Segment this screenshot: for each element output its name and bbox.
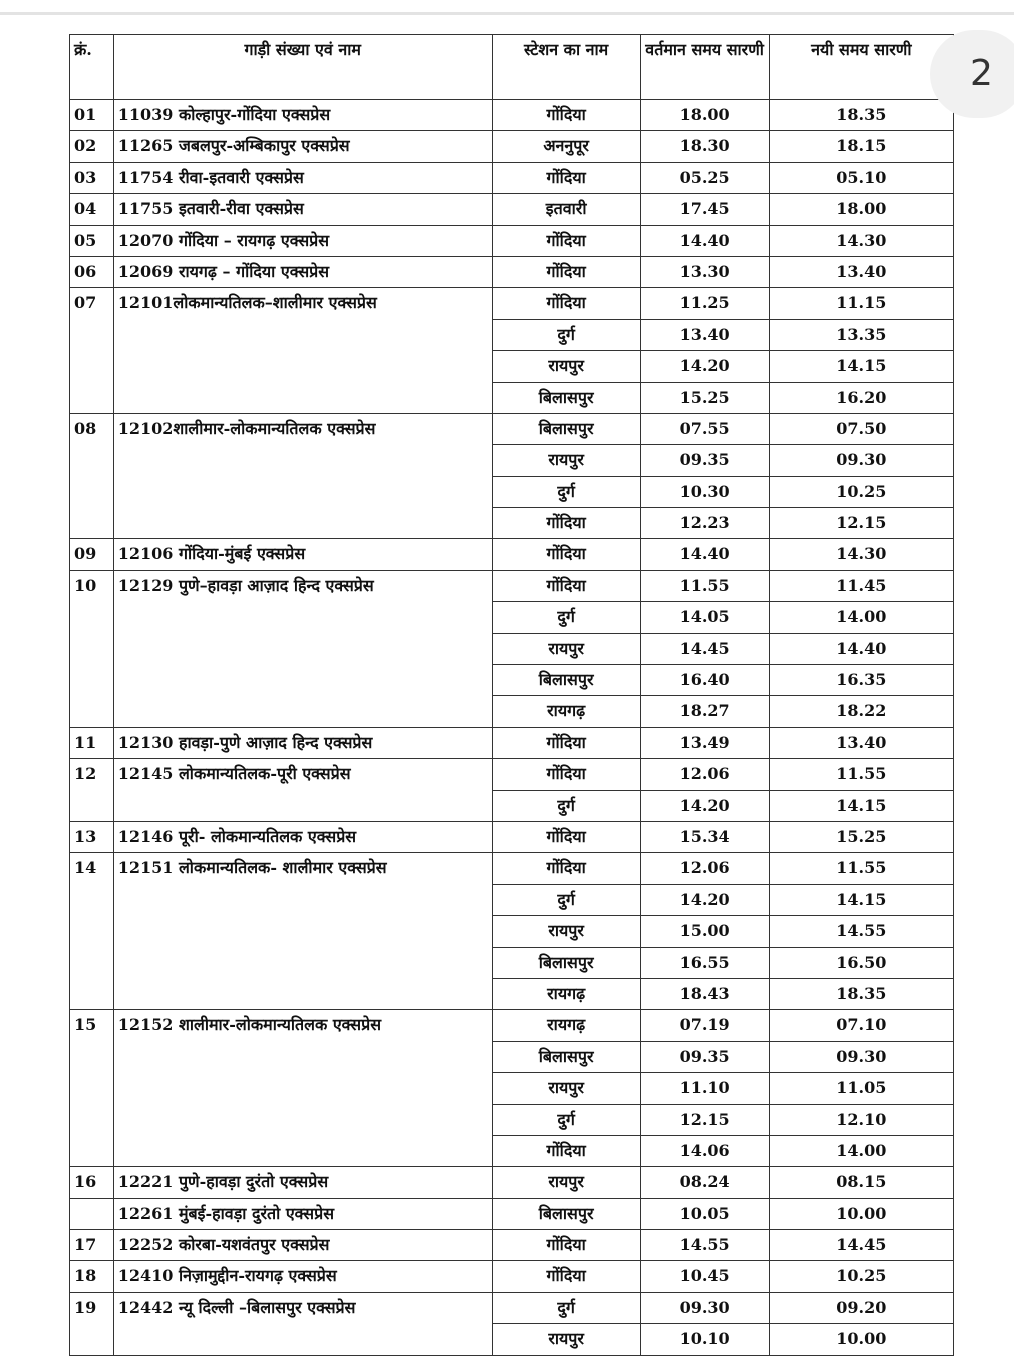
header-current-time: वर्तमान समय सारणी	[640, 35, 769, 100]
current-time: 13.40	[640, 319, 769, 350]
new-time: 11.55	[769, 853, 953, 884]
current-time: 18.30	[640, 131, 769, 162]
station-name: रायपुर	[492, 1167, 640, 1198]
header-serial: क्रं.	[70, 35, 114, 100]
timetable	[69, 34, 954, 1356]
new-time: 14.00	[769, 602, 953, 633]
station-name: रायपुर	[492, 351, 640, 382]
new-time: 15.25	[769, 821, 953, 852]
table-row	[70, 1292, 954, 1323]
station-name: दुर्ग	[492, 602, 640, 633]
current-time: 15.25	[640, 382, 769, 413]
serial-number: 18	[70, 1261, 114, 1292]
current-time: 15.34	[640, 821, 769, 852]
train-name: 12145 लोकमान्यतिलक-पूरी एक्सप्रेस	[113, 759, 492, 822]
table-row	[70, 1010, 954, 1041]
table-row	[70, 256, 954, 287]
table-row	[70, 131, 954, 162]
station-name: गोंदिया	[492, 759, 640, 790]
station-name: बिलासपुर	[492, 1041, 640, 1072]
station-name: बिलासपुर	[492, 413, 640, 444]
current-time: 11.55	[640, 570, 769, 601]
station-name: रायपुर	[492, 916, 640, 947]
station-name: गोंदिया	[492, 256, 640, 287]
current-time: 18.00	[640, 100, 769, 131]
current-time: 08.24	[640, 1167, 769, 1198]
serial-number: 01	[70, 100, 114, 131]
train-name: 12101लोकमान्यतिलक–शालीमार एक्सप्रेस	[113, 288, 492, 414]
table-header-row	[70, 35, 954, 100]
new-time: 09.20	[769, 1292, 953, 1323]
current-time: 12.15	[640, 1104, 769, 1135]
serial-number	[70, 1198, 114, 1229]
serial-number: 10	[70, 570, 114, 727]
new-time: 11.55	[769, 759, 953, 790]
serial-number: 12	[70, 759, 114, 822]
new-time: 14.30	[769, 539, 953, 570]
current-time: 14.20	[640, 351, 769, 382]
station-name: अननुपूर	[492, 131, 640, 162]
new-time: 10.00	[769, 1324, 953, 1355]
new-time: 14.15	[769, 351, 953, 382]
serial-number: 16	[70, 1167, 114, 1198]
serial-number: 09	[70, 539, 114, 570]
station-name: गोंदिया	[492, 570, 640, 601]
new-time: 18.00	[769, 194, 953, 225]
station-name: दुर्ग	[492, 476, 640, 507]
table-row	[70, 194, 954, 225]
current-time: 13.30	[640, 256, 769, 287]
table-row	[70, 1230, 954, 1261]
train-name: 11754 रीवा-इतवारी एक्सप्रेस	[113, 162, 492, 193]
table-row	[70, 225, 954, 256]
train-name: 12069 रायगढ़ – गोंदिया एक्सप्रेस	[113, 256, 492, 287]
serial-number: 02	[70, 131, 114, 162]
station-name: गोंदिया	[492, 225, 640, 256]
current-time: 11.10	[640, 1073, 769, 1104]
station-name: रायपुर	[492, 1073, 640, 1104]
current-time: 11.25	[640, 288, 769, 319]
new-time: 11.15	[769, 288, 953, 319]
station-name: गोंदिया	[492, 508, 640, 539]
header-station: स्टेशन का नाम	[492, 35, 640, 100]
current-time: 12.06	[640, 759, 769, 790]
new-time: 09.30	[769, 445, 953, 476]
serial-number: 15	[70, 1010, 114, 1167]
current-time: 14.45	[640, 633, 769, 664]
train-name: 12261 मुंबई-हावड़ा दुरंतो एक्सप्रेस	[113, 1198, 492, 1229]
new-time: 13.40	[769, 256, 953, 287]
table-row	[70, 1261, 954, 1292]
current-time: 18.27	[640, 696, 769, 727]
station-name: इतवारी	[492, 194, 640, 225]
new-time: 11.05	[769, 1073, 953, 1104]
train-name: 12152 शालीमार-लोकमान्यतिलक एक्सप्रेस	[113, 1010, 492, 1167]
station-name: बिलासपुर	[492, 665, 640, 696]
current-time: 14.20	[640, 884, 769, 915]
station-name: रायगढ़	[492, 1010, 640, 1041]
new-time: 18.15	[769, 131, 953, 162]
table-row	[70, 100, 954, 131]
new-time: 12.10	[769, 1104, 953, 1135]
new-time: 10.25	[769, 1261, 953, 1292]
new-time: 14.40	[769, 633, 953, 664]
current-time: 16.40	[640, 665, 769, 696]
new-time: 16.35	[769, 665, 953, 696]
serial-number: 05	[70, 225, 114, 256]
train-name: 11039 कोल्हापुर-गोंदिया एक्सप्रेस	[113, 100, 492, 131]
station-name: दुर्ग	[492, 1104, 640, 1135]
train-name: 12146 पूरी- लोकमान्यतिलक एक्सप्रेस	[113, 821, 492, 852]
table-row	[70, 821, 954, 852]
top-bar	[0, 0, 1014, 15]
table-row	[70, 759, 954, 790]
current-time: 18.43	[640, 978, 769, 1009]
table-row	[70, 413, 954, 444]
current-time: 14.20	[640, 790, 769, 821]
table-row	[70, 162, 954, 193]
new-time: 11.45	[769, 570, 953, 601]
header-new-time: नयी समय सारणी	[769, 35, 953, 100]
train-name: 12252 कोरबा-यशवंतपुर एक्सप्रेस	[113, 1230, 492, 1261]
current-time: 09.30	[640, 1292, 769, 1323]
station-name: रायपुर	[492, 445, 640, 476]
serial-number: 07	[70, 288, 114, 414]
new-time: 18.22	[769, 696, 953, 727]
current-time: 17.45	[640, 194, 769, 225]
train-name: 12442 न्यू दिल्ली –बिलासपुर एक्सप्रेस	[113, 1292, 492, 1355]
table-row	[70, 727, 954, 758]
current-time: 14.55	[640, 1230, 769, 1261]
current-time: 14.40	[640, 225, 769, 256]
new-time: 18.35	[769, 100, 953, 131]
train-name: 12151 लोकमान्यतिलक- शालीमार एक्सप्रेस	[113, 853, 492, 1010]
station-name: गोंदिया	[492, 821, 640, 852]
station-name: गोंदिया	[492, 853, 640, 884]
table-row	[70, 1167, 954, 1198]
current-time: 10.30	[640, 476, 769, 507]
station-name: गोंदिया	[492, 1261, 640, 1292]
table-row	[70, 853, 954, 884]
station-name: दुर्ग	[492, 790, 640, 821]
table-row	[70, 1198, 954, 1229]
serial-number: 06	[70, 256, 114, 287]
header-train: गाड़ी संख्या एवं नाम	[113, 35, 492, 100]
page-number-badge: 2	[930, 30, 1014, 118]
new-time: 14.30	[769, 225, 953, 256]
train-name: 12102शालीमार-लोकमान्यतिलक एक्सप्रेस	[113, 413, 492, 539]
current-time: 10.45	[640, 1261, 769, 1292]
new-time: 05.10	[769, 162, 953, 193]
station-name: बिलासपुर	[492, 947, 640, 978]
table-row	[70, 570, 954, 601]
station-name: रायगढ़	[492, 696, 640, 727]
current-time: 10.10	[640, 1324, 769, 1355]
new-time: 09.30	[769, 1041, 953, 1072]
serial-number: 17	[70, 1230, 114, 1261]
station-name: दुर्ग	[492, 884, 640, 915]
current-time: 07.55	[640, 413, 769, 444]
station-name: गोंदिया	[492, 1230, 640, 1261]
train-name: 11265 जबलपुर-अम्बिकापुर एक्सप्रेस	[113, 131, 492, 162]
new-time: 16.20	[769, 382, 953, 413]
station-name: रायगढ़	[492, 978, 640, 1009]
station-name: बिलासपुर	[492, 382, 640, 413]
current-time: 09.35	[640, 445, 769, 476]
new-time: 13.40	[769, 727, 953, 758]
serial-number: 19	[70, 1292, 114, 1355]
serial-number: 03	[70, 162, 114, 193]
station-name: गोंदिया	[492, 1135, 640, 1166]
serial-number: 13	[70, 821, 114, 852]
train-name: 11755 इतवारी-रीवा एक्सप्रेस	[113, 194, 492, 225]
new-time: 18.35	[769, 978, 953, 1009]
station-name: दुर्ग	[492, 319, 640, 350]
station-name: बिलासपुर	[492, 1198, 640, 1229]
train-name: 12070 गोंदिया – रायगढ़ एक्सप्रेस	[113, 225, 492, 256]
current-time: 13.49	[640, 727, 769, 758]
new-time: 14.15	[769, 790, 953, 821]
train-name: 12106 गोंदिया-मुंबई एक्सप्रेस	[113, 539, 492, 570]
train-name: 12410 निज़ामुद्दीन-रायगढ़ एक्सप्रेस	[113, 1261, 492, 1292]
serial-number: 14	[70, 853, 114, 1010]
new-time: 14.55	[769, 916, 953, 947]
current-time: 05.25	[640, 162, 769, 193]
new-time: 08.15	[769, 1167, 953, 1198]
current-time: 12.06	[640, 853, 769, 884]
serial-number: 11	[70, 727, 114, 758]
new-time: 14.45	[769, 1230, 953, 1261]
new-time: 16.50	[769, 947, 953, 978]
station-name: दुर्ग	[492, 1292, 640, 1323]
station-name: गोंदिया	[492, 288, 640, 319]
new-time: 10.00	[769, 1198, 953, 1229]
current-time: 16.55	[640, 947, 769, 978]
current-time: 14.06	[640, 1135, 769, 1166]
current-time: 10.05	[640, 1198, 769, 1229]
new-time: 14.15	[769, 884, 953, 915]
new-time: 13.35	[769, 319, 953, 350]
new-time: 12.15	[769, 508, 953, 539]
new-time: 07.10	[769, 1010, 953, 1041]
station-name: रायपुर	[492, 1324, 640, 1355]
table-row	[70, 539, 954, 570]
new-time: 14.00	[769, 1135, 953, 1166]
current-time: 12.23	[640, 508, 769, 539]
station-name: गोंदिया	[492, 727, 640, 758]
current-time: 14.05	[640, 602, 769, 633]
current-time: 15.00	[640, 916, 769, 947]
table-row	[70, 288, 954, 319]
train-name: 12130 हावड़ा-पुणे आज़ाद हिन्द एक्सप्रेस	[113, 727, 492, 758]
station-name: रायपुर	[492, 633, 640, 664]
current-time: 14.40	[640, 539, 769, 570]
station-name: गोंदिया	[492, 100, 640, 131]
serial-number: 04	[70, 194, 114, 225]
table-body	[70, 100, 954, 1356]
current-time: 07.19	[640, 1010, 769, 1041]
current-time: 09.35	[640, 1041, 769, 1072]
serial-number: 08	[70, 413, 114, 539]
station-name: गोंदिया	[492, 162, 640, 193]
new-time: 10.25	[769, 476, 953, 507]
train-name: 12221 पुणे-हावड़ा दुरंतो एक्सप्रेस	[113, 1167, 492, 1198]
train-name: 12129 पुणे–हावड़ा आज़ाद हिन्द एक्सप्रेस	[113, 570, 492, 727]
station-name: गोंदिया	[492, 539, 640, 570]
new-time: 07.50	[769, 413, 953, 444]
